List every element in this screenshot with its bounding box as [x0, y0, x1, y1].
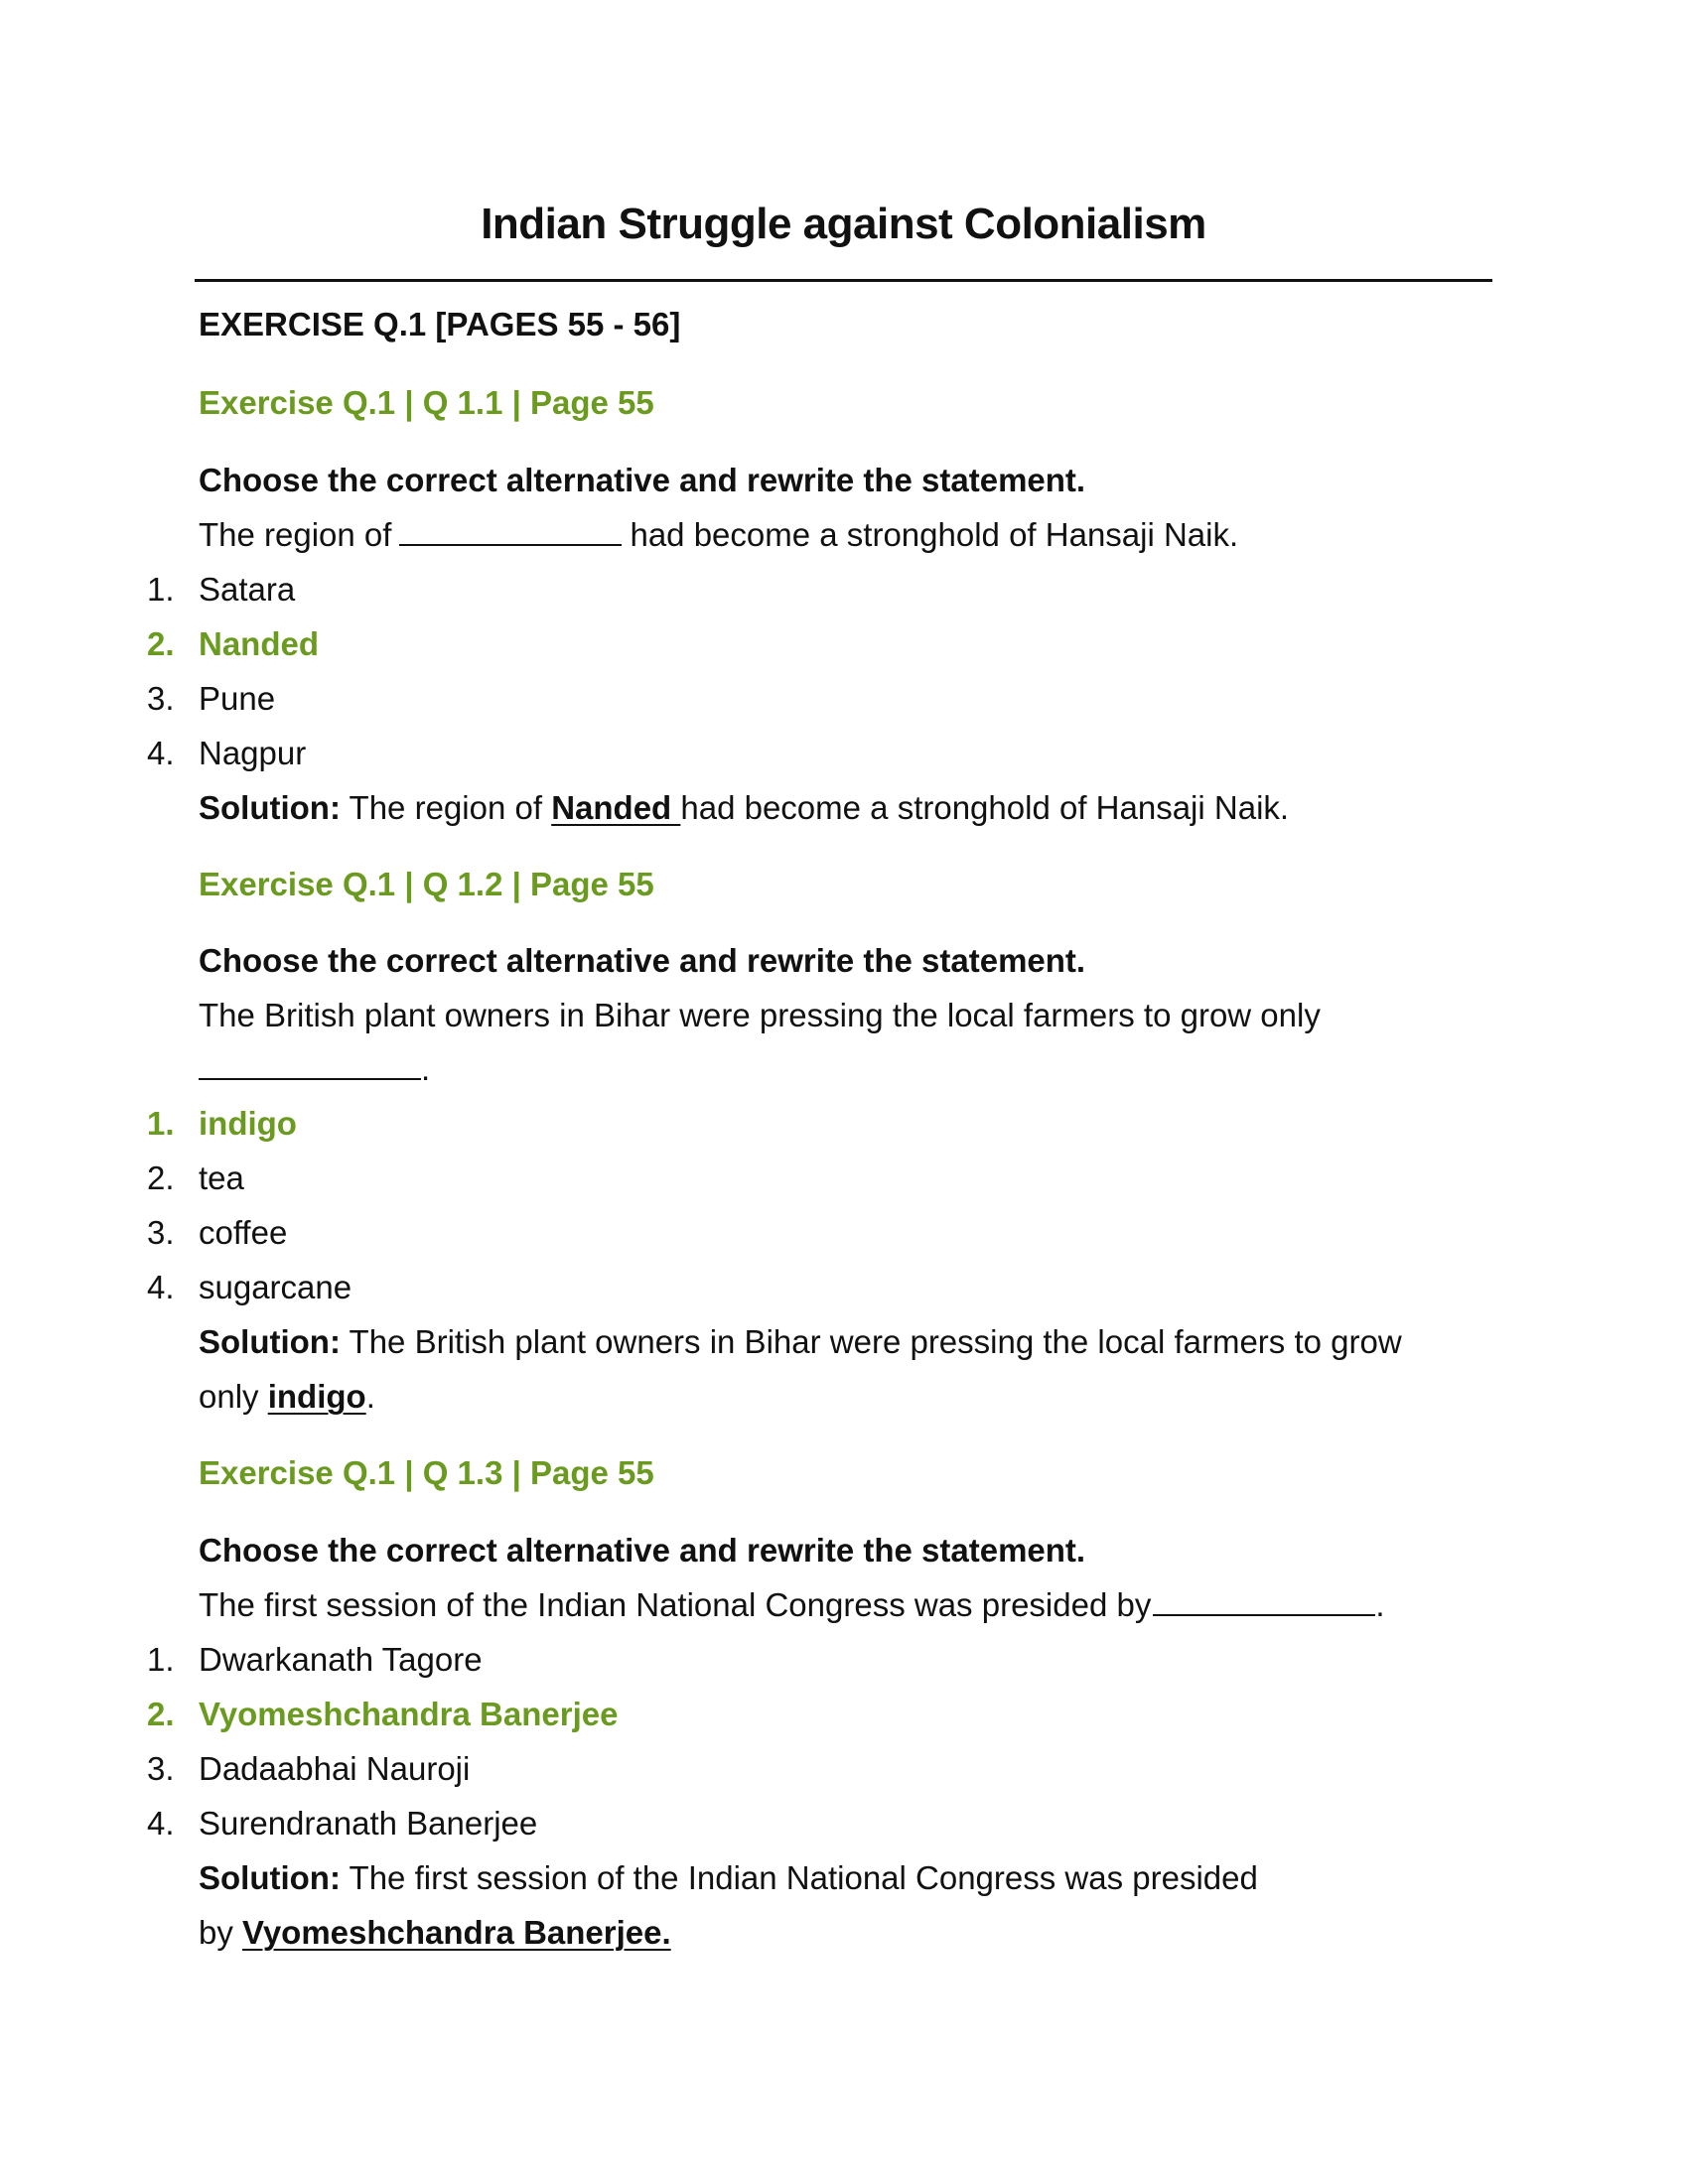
option-text: Nagpur	[199, 735, 307, 771]
option-number: 1.	[147, 1105, 175, 1142]
statement-text: The first session of the Indian National Congress was presided by	[199, 1586, 1152, 1623]
option-item	[147, 1747, 470, 1791]
option-number: 3.	[147, 680, 175, 717]
option-item	[147, 732, 306, 775]
option-text: Nanded	[199, 625, 320, 662]
question-instruction: Choose the correct alternative and rewrite the statement.	[199, 1532, 1086, 1569]
option-item	[147, 1802, 537, 1845]
solution-text: only	[199, 1378, 259, 1415]
solution-answer: Vyomeshchandra Banerjee.	[242, 1914, 671, 1951]
option-item	[147, 1157, 244, 1200]
solution-text: had become a stronghold of Hansaji Naik.	[680, 789, 1290, 826]
option-item-correct	[147, 1102, 297, 1146]
exercise-heading: EXERCISE Q.1 [PAGES 55 - 56]	[199, 306, 681, 342]
option-item	[147, 677, 275, 721]
solution-answer: Nanded	[551, 789, 681, 826]
option-number: 4.	[147, 1805, 175, 1842]
option-item	[147, 1638, 483, 1682]
option-text: coffee	[199, 1214, 288, 1251]
solution-text: by	[199, 1914, 233, 1951]
question-instruction: Choose the correct alternative and rewrite the statement.	[199, 942, 1086, 979]
solution	[199, 1320, 1402, 1364]
solution	[199, 786, 1289, 830]
solution-label: Solution:	[199, 1859, 341, 1896]
question-heading[interactable]: Exercise Q.1 | Q 1.2 | Page 55	[199, 866, 654, 902]
question-statement	[199, 513, 1238, 557]
option-number: 1.	[147, 1641, 175, 1678]
option-number: 2.	[147, 625, 175, 662]
option-number: 4.	[147, 735, 175, 771]
question-heading[interactable]: Exercise Q.1 | Q 1.3 | Page 55	[199, 1454, 654, 1491]
option-number: 2.	[147, 1696, 175, 1732]
option-number: 3.	[147, 1750, 175, 1787]
solution	[199, 1856, 1258, 1900]
question-statement: The British plant owners in Bihar were pressing the local farmers to grow only	[199, 997, 1321, 1033]
title-divider	[195, 279, 1492, 282]
option-text: Dadaabhai Nauroji	[199, 1750, 471, 1787]
option-item	[147, 1266, 352, 1309]
question-instruction: Choose the correct alternative and rewrite the statement.	[199, 462, 1086, 498]
answer-blank	[399, 514, 622, 546]
option-text: tea	[199, 1160, 244, 1196]
question-statement	[199, 1583, 1385, 1627]
answer-blank	[1153, 1584, 1375, 1616]
option-text: Surendranath Banerjee	[199, 1805, 538, 1842]
option-item-correct	[147, 622, 319, 666]
question-statement-line2	[199, 1047, 430, 1091]
solution-text: The region of	[349, 789, 543, 826]
answer-blank	[199, 1048, 421, 1080]
solution-line2	[199, 1375, 375, 1419]
option-text: Dwarkanath Tagore	[199, 1641, 483, 1678]
option-number: 2.	[147, 1160, 175, 1196]
option-text: Pune	[199, 680, 276, 717]
solution-answer: indigo	[267, 1378, 366, 1415]
option-number: 1.	[147, 571, 175, 608]
solution-text: The first session of the Indian National Congress was presided	[349, 1859, 1258, 1896]
solution-text: .	[365, 1378, 375, 1415]
option-number: 4.	[147, 1269, 175, 1305]
solution-text: The British plant owners in Bihar were pressing the local farmers to grow	[349, 1323, 1402, 1360]
option-text: Vyomeshchandra Banerjee	[199, 1696, 619, 1732]
solution-label: Solution:	[199, 789, 341, 826]
option-item	[147, 568, 295, 612]
option-item	[147, 1211, 287, 1255]
statement-text: .	[421, 1050, 431, 1087]
option-text: Satara	[199, 571, 296, 608]
option-item-correct	[147, 1693, 618, 1736]
document-title: Indian Struggle against Colonialism	[481, 200, 1206, 248]
solution-line2	[199, 1911, 671, 1955]
statement-text: had become a stronghold of Hansaji Naik.	[630, 516, 1239, 553]
solution-label: Solution:	[199, 1323, 341, 1360]
statement-text: The region of	[199, 516, 392, 553]
option-number: 3.	[147, 1214, 175, 1251]
option-text: indigo	[199, 1105, 297, 1142]
option-text: sugarcane	[199, 1269, 352, 1305]
question-heading[interactable]: Exercise Q.1 | Q 1.1 | Page 55	[199, 384, 654, 421]
statement-text: .	[1375, 1586, 1385, 1623]
